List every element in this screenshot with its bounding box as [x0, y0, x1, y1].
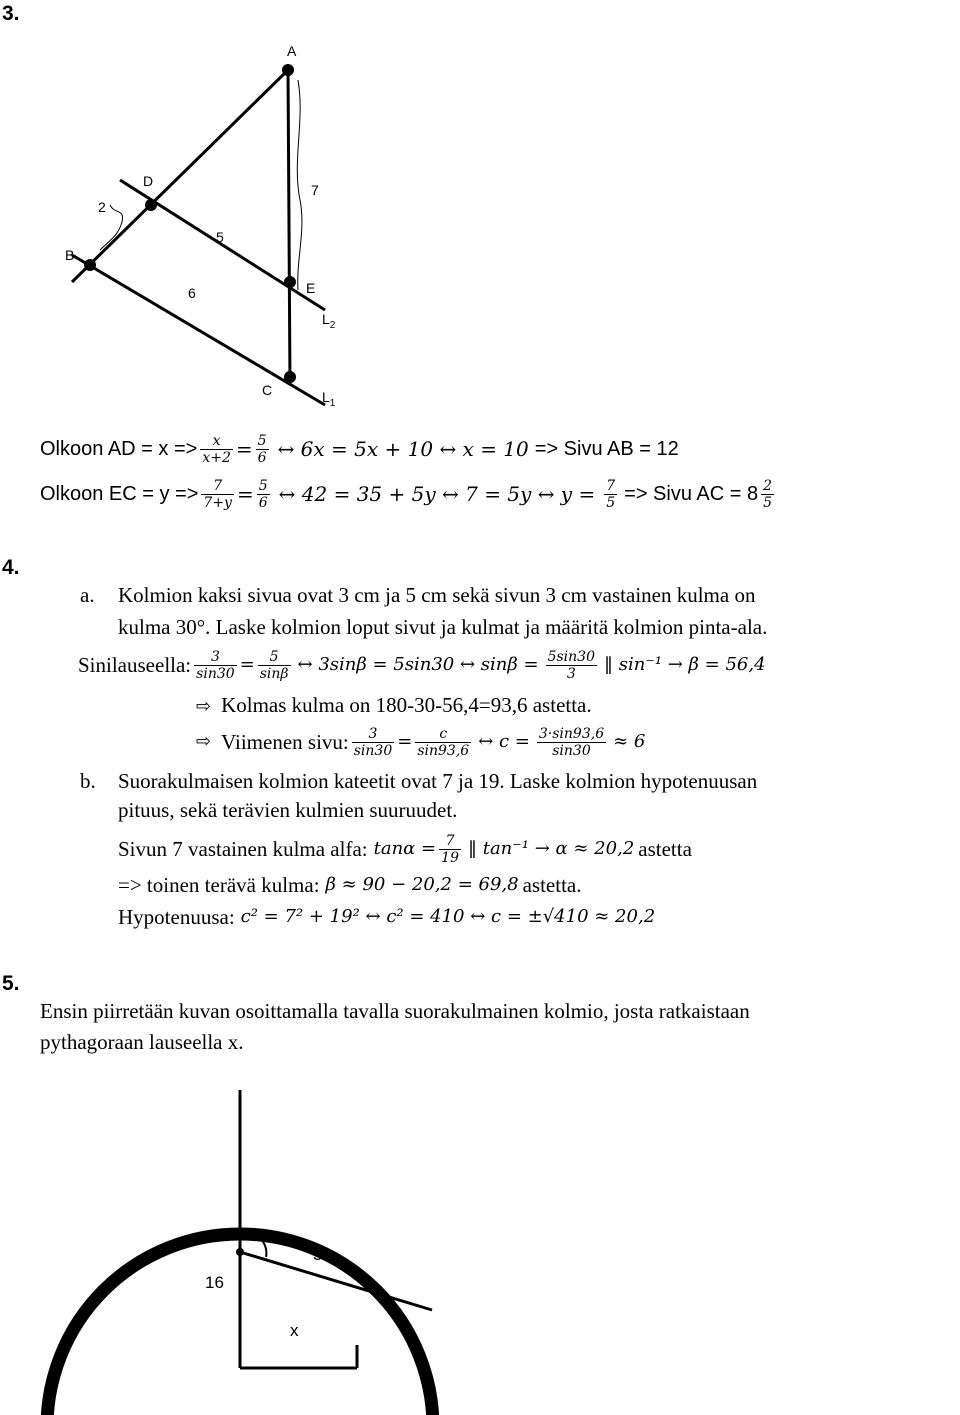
label-x: x: [290, 1321, 299, 1340]
brace-7: [297, 80, 302, 290]
label-seg-7: 7: [311, 182, 319, 198]
last-side-line: ⇨ Viimenen sivu: $\frac{3}{\sin 30}$ = $\frac{c}{\sin 93,6}$ ↔ c = $\frac{3\cdot\sin 93,6}{\sin 30}$ ≈ 6: [196, 725, 646, 759]
fraction: $\frac{3}{\sin 30}$: [196, 648, 235, 682]
fraction: 2 5: [763, 477, 773, 511]
point-e: [284, 276, 296, 288]
fraction: $\frac{3}{\sin 30}$: [353, 725, 393, 759]
label-e: E: [306, 280, 316, 296]
label-seg-5: 5: [216, 229, 224, 245]
problem-5-text-2: pythagoraan lauseella x.: [40, 1030, 244, 1054]
problem-4b-text-1: Suorakulmaisen kolmion kateetit ovat 7 ja 19. Laske kolmion hypotenuusan: [118, 769, 758, 793]
problem-5-number: 5.: [2, 972, 20, 995]
center-point: [236, 1248, 244, 1256]
label-l1: $L_1$: [322, 389, 336, 409]
label-d: D: [143, 173, 154, 189]
label-a: A: [287, 43, 297, 59]
fraction: $\frac{c}{\sin 93,6}$: [417, 725, 470, 759]
line-ab: [72, 70, 288, 282]
label-c: C: [262, 382, 273, 398]
problem-4b-label: b.: [80, 769, 96, 793]
problem-4a-label: a.: [80, 583, 95, 607]
alpha-line: Sivun 7 vastainen kulma alfa: tanα = $\frac{7}{19}$ ‖ tan⁻¹ → α ≈ 20,2 astetta: [118, 832, 692, 866]
point-a: [282, 64, 294, 76]
label-b: B: [65, 247, 75, 263]
label-50: 50: [313, 1245, 332, 1264]
label-l2: $L_2$: [322, 311, 336, 331]
fraction: $\frac{7}{5}$: [606, 477, 616, 511]
problem-3-line-1: Olkoon AD = x => $\frac{x}{x+2}$ = $\frac{5}{6}$ ↔ 6x = 5x + 10 ↔ x = 10 => Sivu AB = 12: [40, 432, 679, 466]
problem-3-line-2: Olkoon EC = y => $\frac{7}{7+y}$ = $\frac{5}{6}$ ↔ 42 = 35 + 5y ↔ 7 = 5y ↔ y = $\frac{7}{5}$ => Sivu AC = 8 2 5: [40, 477, 773, 511]
fraction: $\frac{x}{x+2}$: [202, 432, 231, 466]
label-16: 16: [205, 1273, 224, 1292]
line-ac: [288, 70, 290, 385]
arrow-right-icon: ⇨: [196, 696, 212, 717]
triangle-figure: [0, 0, 380, 420]
problem-4a-text-2: kulma 30°. Laske kolmion loput sivut ja kulmat ja määritä kolmion pinta-ala.: [118, 615, 768, 639]
label-seg-6: 6: [188, 285, 196, 301]
point-c: [284, 371, 296, 383]
fraction: $\frac{7}{19}$: [441, 832, 459, 866]
fraction: $\frac{5}{6}$: [258, 477, 268, 511]
fraction: $\frac{3\cdot\sin 93,6}{\sin 30}$: [538, 725, 605, 759]
circle-figure: [0, 1060, 960, 1415]
hypotenuse-line: Hypotenuusa: c² = 7² + 19² ↔ c² = 410 ↔ c = ±√410 ≈ 20,2: [118, 905, 656, 929]
sine-law-line: Sinilauseella: $\frac{3}{\sin 30}$ = $\frac{5}{\sin\beta}$ ↔ 3sinβ = 5sin30 ↔ sinβ = $\frac{5\sin 30}{3}$ ‖ sin⁻¹ → β = 56,4: [78, 648, 766, 682]
beta-line: => toinen terävä kulma: β ≈ 90 − 20,2 = 69,8 astetta.: [118, 873, 582, 897]
problem-4b-text-2: pituus, sekä terävien kulmien suuruudet.: [118, 798, 458, 822]
arrow-right-icon: ⇨: [196, 731, 212, 752]
third-angle-line: ⇨ Kolmas kulma on 180-30-56,4=93,6 astetta.: [196, 693, 592, 717]
problem-4-number: 4.: [2, 556, 20, 579]
fraction: $\frac{5}{6}$: [257, 432, 267, 466]
fraction: $\frac{7}{7+y}$: [203, 477, 232, 511]
fraction: $\frac{5}{\sin\beta}$: [259, 648, 289, 682]
point-b: [84, 259, 96, 271]
problem-5-text-1: Ensin piirretään kuvan osoittamalla tavalla suorakulmainen kolmio, josta ratkaistaan: [40, 999, 750, 1023]
problem-4a-text-1: Kolmion kaksi sivua ovat 3 cm ja 5 cm sekä sivun 3 cm vastainen kulma on: [118, 583, 756, 607]
problem-3-number: 3.: [2, 2, 20, 25]
fraction: $\frac{5\sin 30}{3}$: [547, 648, 595, 682]
point-d: [145, 199, 157, 211]
label-seg-2: 2: [98, 199, 106, 215]
